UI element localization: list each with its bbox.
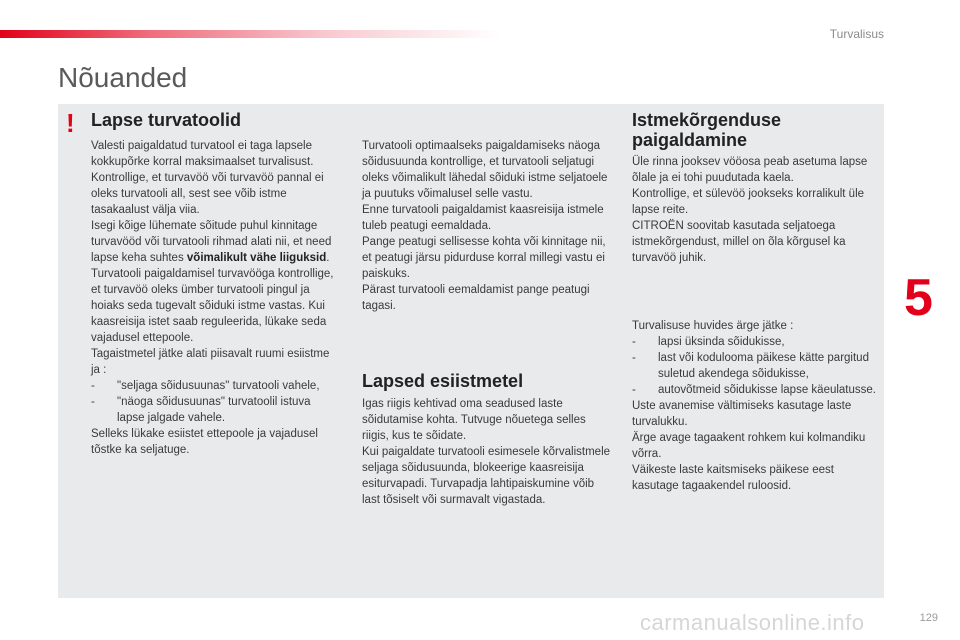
list-item-text: autovõtmeid sõidukisse lapse käeulatusse. [658, 384, 876, 396]
header-accent-bar [0, 30, 500, 38]
column-safety-tips [632, 318, 882, 494]
list-item-text: "näoga sõidusuunas" turvatoolil istuva lapse jalgade vahele. [117, 396, 311, 424]
paragraph: Turvatooli paigaldamisel turvavööga kontrollige, et turvavöö oleks ümber turvatooli pingul ja hoiaks seda tugevalt sõiduki istme vastas. Kui kaasreisija istet saab reguleerida, lükake seda vajadusel ettepoole. [91, 268, 334, 344]
text: . [326, 252, 330, 264]
paragraph: Turvalisuse huvides ärge jätke : [632, 320, 794, 332]
paragraph: Tagaistmetel jätke alati piisavalt ruumi esiistme ja : [91, 348, 330, 376]
heading-booster-installation: Istmekõrgenduse paigaldamine [632, 110, 782, 150]
column-booster-installation [632, 154, 882, 266]
paragraph [91, 218, 341, 266]
heading-child-seats: Lapse turvatoolid [91, 110, 242, 130]
paragraph: Pange peatugi sellisesse kohta või kinnitage nii, et peatugi järsu pidurduse korral millegi vastu ei paiskuks. [362, 236, 606, 280]
column-child-seats [91, 138, 341, 458]
heading-children-front-seats: Lapsed esiistmetel [362, 371, 524, 391]
bold-text: võimalikult vähe liiguksid [186, 252, 327, 264]
paragraph: Kontrollige, et sülevöö jookseks korralikult üle lapse reite. [632, 188, 865, 216]
list-item: - "seljaga sõidusuunas" turvatooli vahele, [91, 378, 341, 394]
column-children-front-seats [362, 396, 612, 508]
list-item-text: lapsi üksinda sõidukisse, [658, 336, 785, 348]
list-item-text: "seljaga sõidusuunas" turvatooli vahele, [117, 380, 320, 392]
paragraph: Pärast turvatooli eemaldamist pange peatugi tagasi. [362, 284, 590, 312]
chapter-number: 5 [904, 269, 933, 327]
section-label: Turvalisus [829, 27, 884, 41]
list-item: - "näoga sõidusuunas" turvatoolil istuva lapse jalgade vahele. [91, 394, 341, 426]
paragraph: Selleks lükake esiistet ettepoole ja vajadusel tõstke ka seljatuge. [91, 428, 318, 456]
text: Isegi kõige lühemate sõitude puhul kinnitage turvavööd või turvatooli rihmad alati nii, et need lapse keha suhtes [91, 220, 332, 264]
paragraph: Ärge avage tagaakent rohkem kui kolmandiku võrra. [632, 432, 866, 460]
paragraph: Enne turvatooli paigaldamist kaasreisija istmele tuleb peatugi eemaldada. [362, 204, 604, 232]
paragraph: Väikeste laste kaitsmiseks päikese eest kasutage tagaakendel ruloosid. [632, 464, 834, 492]
paragraph: Valesti paigaldatud turvatool ei taga lapsele kokkupõrke korral maksimaalset turvalisust. Kontrollige, et turvavöö või turvavöö pannal ei oleks turvatooli all, sest see võib istme tasakaalust välja viia. [91, 140, 324, 216]
paragraph: Üle rinna jooksev vööosa peab asetuma lapse õlale ja ei tohi puudutada kaela. [632, 156, 868, 184]
page-number: 129 [919, 612, 938, 624]
list-item: - autovõtmeid sõidukisse lapse käeulatusse. [632, 382, 882, 398]
page-title: Nõuanded [58, 62, 188, 93]
watermark: carmanualsonline.info [640, 610, 865, 635]
paragraph: Turvatooli optimaalseks paigaldamiseks näoga sõidusuunda kontrollige, et turvatooli seljatugi oleks võimalikult lähedal sõiduki istme seljatoele ja puutuks võimalusel selle vastu. [362, 140, 608, 200]
paragraph: Kui paigaldate turvatooli esimesele kõrvalistmele seljaga sõidusuunda, blokeerige kaasreisija esiturvapadi. Turvapadja lahtipaiskumine võib last tõsiselt või surmavalt vigastada. [362, 446, 611, 506]
paragraph: Uste avanemise vältimiseks kasutage laste turvalukku. [632, 400, 852, 428]
list-item: - lapsi üksinda sõidukisse, [632, 334, 882, 350]
list-item: - last või koduloomа päikese kätte pargitud suletud akendega sõidukisse, [632, 350, 882, 382]
paragraph: CITROËN soovitab kasutada seljatoega istmekõrgendust, millel on õla kõrgusel ka turvavöö juhik. [632, 220, 846, 264]
warning-icon: ! [66, 108, 75, 138]
paragraph: Igas riigis kehtivad oma seadused laste sõidutamise kohta. Tutvuge nõuetega selles riigis, kus te sõidate. [362, 398, 586, 442]
column-seat-installation [362, 138, 612, 314]
list-item-text: last või koduloomа päikese kätte pargitud suletud akendega sõidukisse, [658, 352, 869, 380]
